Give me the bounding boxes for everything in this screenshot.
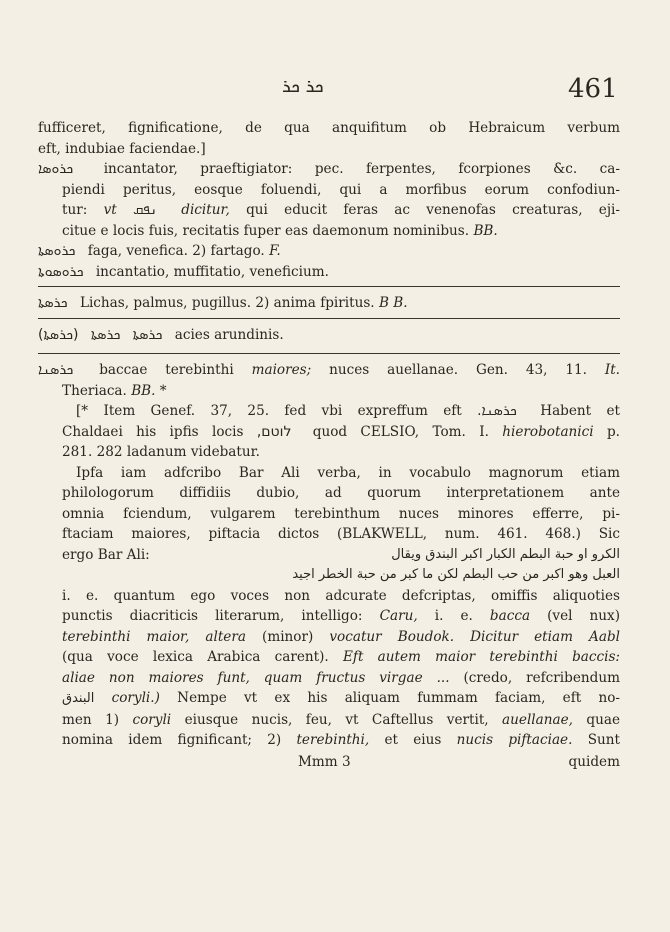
italic-span: terebinthi, [296, 732, 370, 748]
text-span: Chaldaei his ipfis locis [62, 423, 244, 440]
text-span: citue e locis fuis, recitatis fuper eas daemonum nominibus. [62, 222, 470, 239]
syriac-word: ܟܪܣܢܐ. [477, 403, 517, 419]
text-line [38, 221, 620, 242]
text-span: Theriaca. [62, 382, 127, 399]
text-span: nomina idem fignificant; 2) [62, 732, 282, 748]
catchword: quidem [568, 753, 620, 770]
italic-span: nucis piftaciae. [456, 732, 573, 748]
text-line: i. e. quantum ego voces non adcurate defcriptas, omiffis aliquoties [62, 587, 620, 604]
definition-text: Lichas, palmus, pugillus. 2) anima fpiritus. [79, 295, 375, 311]
italic-span: vt [103, 202, 117, 218]
hebrew-word: לוטם, [256, 423, 292, 440]
text-line: Ipfa iam adfcribo Bar Ali verba, in vocabulo magnorum etiam [76, 464, 620, 481]
italic-span: aliae non maiores funt, quam fructus virgae ... [62, 669, 450, 686]
entry-headword-line [38, 325, 620, 346]
text-line: omnia fciendum, vulgarem terebinthum nuces minores efferre, pi- [62, 505, 620, 522]
arabic-quote: الكرو او حبة البطم الكبار اكبر البندق ويقال [391, 546, 620, 562]
entry-headword-line [38, 241, 620, 262]
text-span: punctis diacriticis literarum, intelligo: [62, 608, 363, 624]
text-line: fufficeret, fignificatione, de qua anquifitum ob Hebraicum verbum [38, 120, 620, 136]
text-span: p. [606, 423, 620, 440]
text-span: tur: [62, 202, 88, 218]
text-span: (credo, refcribendum [463, 669, 620, 686]
running-head-syriac: ܟܪ ܟܪ [282, 76, 324, 97]
text-span: (qua voce lexica Arabica carent). [62, 649, 329, 665]
syriac-headword: ܟܪܣܬܐ [90, 326, 121, 343]
syriac-headword: ܟܪܘܣܘܬܐ [38, 263, 84, 280]
arabic-quote-line: العبل وهو اكبر من حب البطم لكن ما كبر من حبة الخطر اجيد [292, 567, 620, 582]
italic-span: It. [604, 362, 620, 378]
text-line: piendi peritus, eosque foluendi, qui a morfibus eorum confodiun- [62, 181, 620, 198]
source-abbrev: BB. [473, 222, 498, 239]
text-span: qui educit feras ac venenofas creaturas, eji- [246, 202, 620, 218]
text-span: eiusque nucis, feu, vt Caftellus vertit, [184, 711, 489, 728]
text-span: quod CELSIO, Tom. I. [312, 423, 489, 440]
text-line [38, 647, 620, 668]
text-line [38, 710, 620, 731]
syriac-headword: ܟܪܘܣܐ [38, 161, 74, 177]
page-footer [38, 752, 620, 773]
text-line [38, 545, 620, 566]
divider-rule [38, 318, 620, 319]
text-span: (vel nux) [547, 608, 620, 624]
text-span: i. e. [434, 608, 473, 624]
text-line: eft, indubiae faciendae.] [38, 140, 206, 157]
text-line [38, 200, 620, 221]
source-abbrev: F. [269, 243, 281, 259]
source-abbrev: BB. * [131, 382, 167, 399]
text-span: [* Item Genef. 37, 25. fed vbi expreffum eft [76, 403, 462, 419]
italic-span: Caru, [379, 608, 418, 624]
entry-headword-line [38, 262, 620, 283]
italic-span: coryli.) [111, 690, 160, 706]
text-line: philologorum diffidiis dubio, ad quorum interpretationem ante [62, 485, 620, 501]
syriac-headword: ܟܪܣܬܐ [132, 326, 163, 343]
definition-text: incantatio, muffitatio, veneficium. [95, 263, 329, 280]
page-body [38, 118, 620, 772]
source-abbrev: B B. [378, 295, 408, 311]
text-line: ftaciam maiores, piftacia dictos (BLAKWELL, num. 461. 468.) Sic [62, 526, 620, 542]
note-line: 281. 282 ladanum videbatur. [62, 444, 260, 460]
entry-headword-line [38, 360, 620, 381]
page-number: 461 [568, 74, 618, 104]
note-line [38, 422, 620, 443]
entry-headword-line [38, 159, 620, 180]
divider-rule [38, 286, 620, 287]
definition-text: incantator, praeftigiator: pec. ferpentes, fcorpiones &c. ca- [103, 161, 620, 177]
text-line [38, 730, 620, 751]
italic-span: Eft autem maior terebinthi baccis: [343, 649, 620, 665]
syriac-word: ܢܦܩ [133, 202, 157, 218]
text-line [38, 381, 620, 402]
text-span: Nempe vt ex his aliquam fummam faciam, eft no- [177, 690, 620, 706]
definition-text: acies arundinis. [174, 326, 284, 343]
text-span: et eius [384, 732, 442, 748]
signature-mark: Mmm 3 [298, 753, 351, 770]
italic-span: bacca [489, 608, 531, 624]
text-line [38, 668, 620, 689]
italic-span: terebinthi maior, altera [62, 628, 246, 645]
entry-headword-line [38, 293, 620, 314]
text-span: baccae terebinthi [99, 362, 234, 378]
text-line [38, 606, 620, 627]
text-span: men 1) [62, 711, 120, 728]
syriac-headword: ܟܪܘܣܬܐ [38, 243, 76, 259]
definition-text: faga, venefica. 2) fartago. [87, 243, 265, 259]
italic-span: hierobotanici [502, 423, 594, 440]
divider-rule [38, 353, 620, 354]
text-span: nuces auellanae. Gen. 43, 11. [329, 362, 587, 378]
italic-span: vocatur Boudok. Dicitur etiam Aabl [329, 628, 620, 645]
syriac-headword: ܟܪܣܬܐ [38, 295, 68, 311]
italic-span: maiores; [251, 362, 312, 378]
text-line [38, 627, 620, 648]
syriac-headword: ܟܪܣܢܐ [38, 362, 74, 378]
italic-span: dicitur, [181, 202, 230, 218]
text-span: quae [586, 711, 620, 728]
text-line [38, 688, 620, 710]
text-span: ergo Bar Ali: [62, 546, 150, 563]
arabic-word: البندق [62, 691, 95, 706]
note-line [38, 401, 620, 422]
text-span: Sunt [587, 732, 620, 748]
italic-span: coryli [132, 711, 172, 728]
italic-span: auellanae, [502, 711, 573, 728]
text-span: Habent et [540, 403, 620, 419]
text-span: (minor) [262, 628, 314, 645]
syriac-headword: (ܟܪܣܬܐ) [38, 326, 79, 343]
